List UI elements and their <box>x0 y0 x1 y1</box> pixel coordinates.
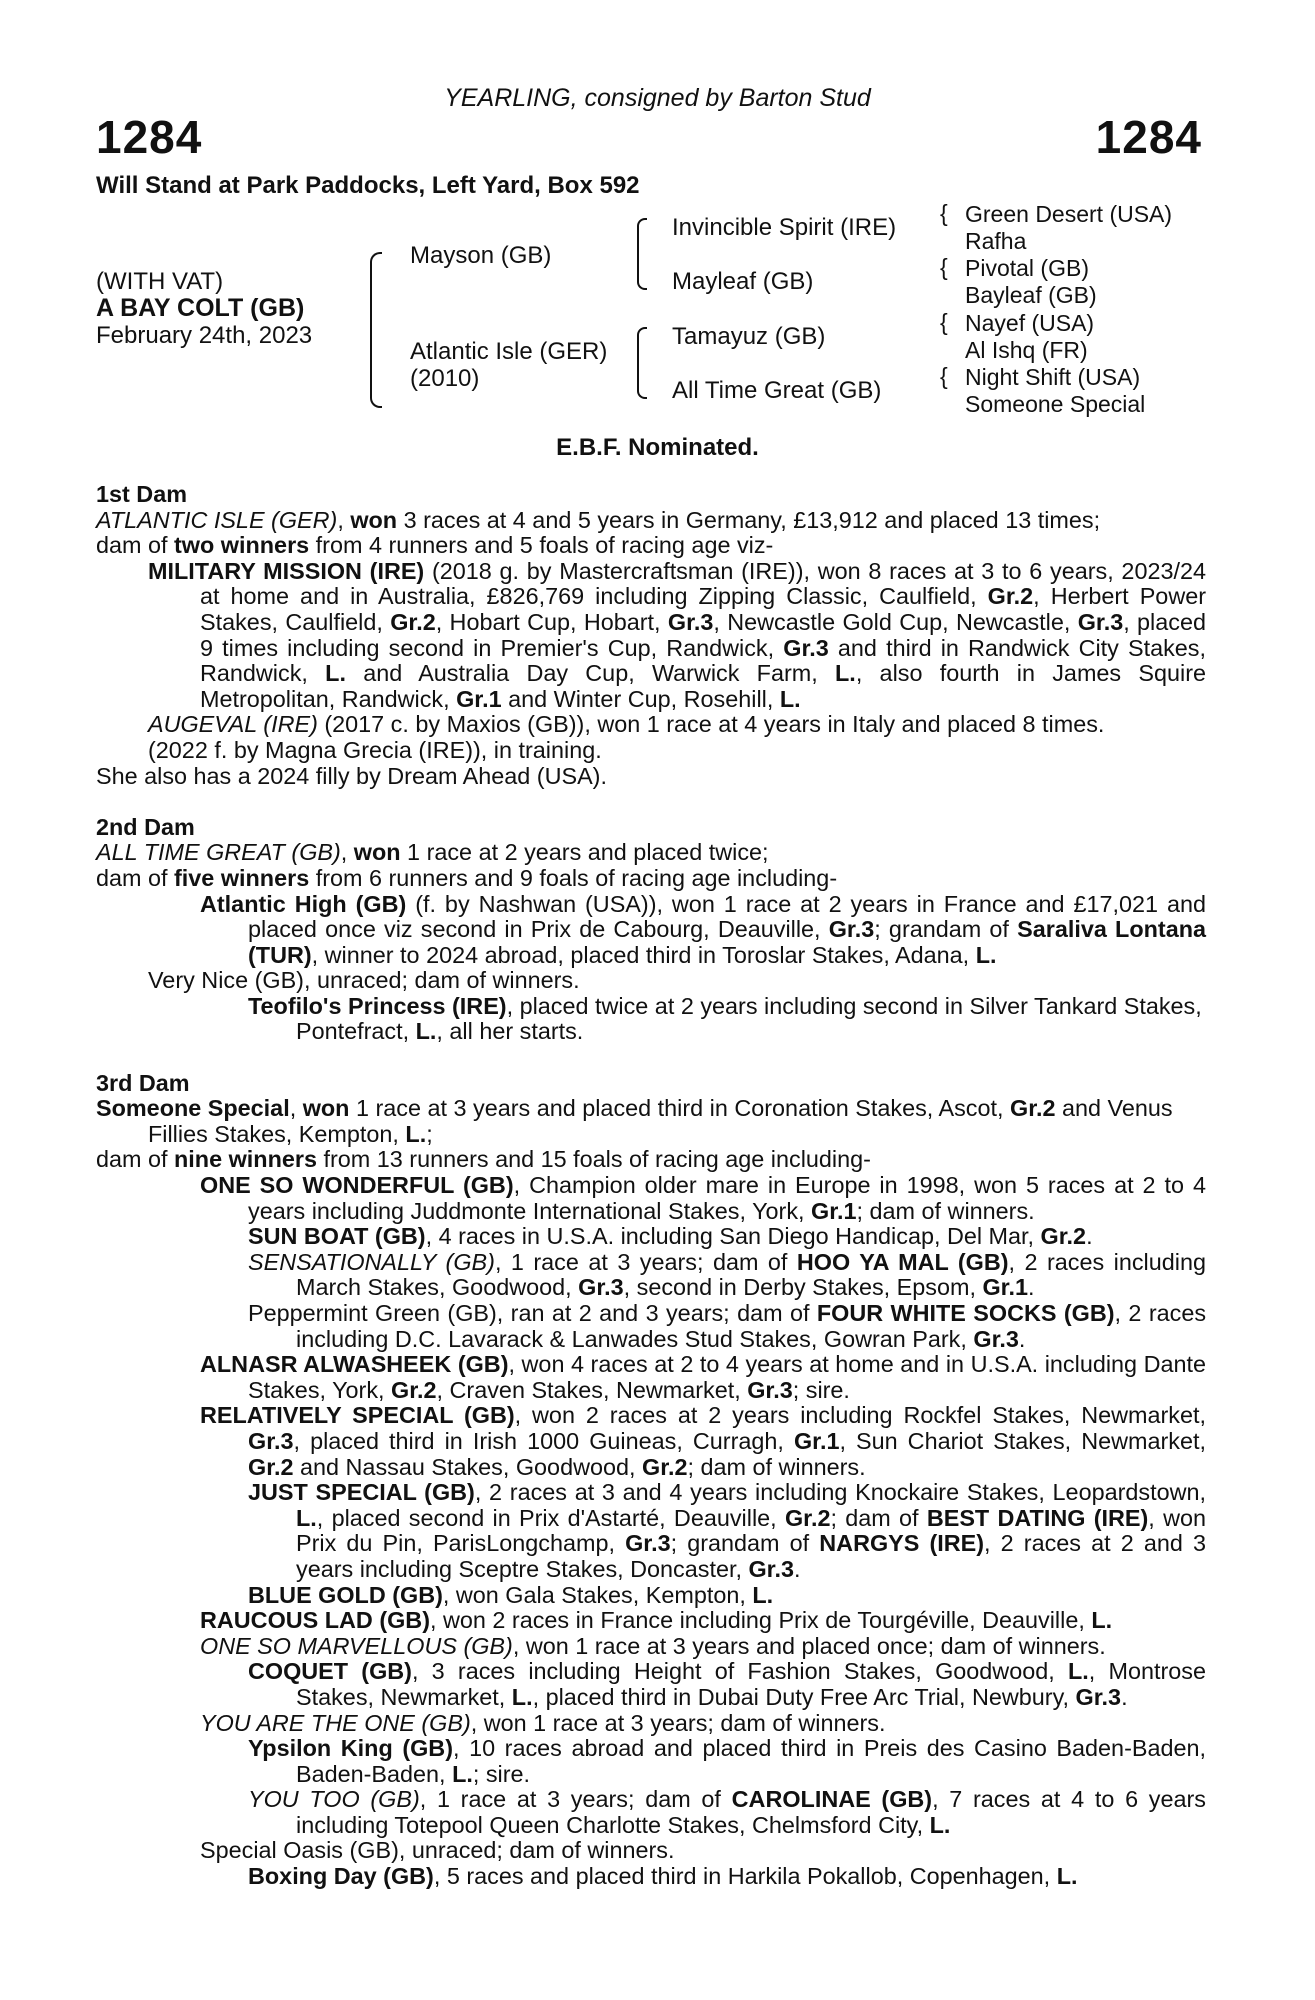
pedigree-dam-sire: Tamayuz (GB) <box>672 323 826 350</box>
pedigree-sd-sire: Pivotal (GB) <box>965 255 1089 281</box>
foaling-date: February 24th, 2023 <box>96 322 313 349</box>
produce-teofilos-princess: Teofilo's Princess (IRE), placed twice at 2 years including second in Silver Tankard Stakes, Pontefract, L., all her starts. <box>248 992 1202 1045</box>
lot-number-right: 1284 <box>1095 111 1202 163</box>
lot-number-left: 1284 <box>96 111 203 163</box>
consignment-heading: YEARLING, consigned by Barton Stud <box>444 84 871 112</box>
pedigree-ds-dam: Al Ishq (FR) <box>965 337 1088 363</box>
third-dam-produce-summary: dam of nine winners from 13 runners and 15 foals of racing age including- <box>96 1146 871 1173</box>
pedigree-dd-sire: Night Shift (USA) <box>965 364 1141 390</box>
pedigree-brace-gen3-4: { <box>940 363 948 389</box>
ebf-nominated: E.B.F. Nominated. <box>556 434 759 461</box>
produce-raucous-lad: RAUCOUS LAD (GB), won 2 races in France including Prix de Tourgéville, Deauville, L. <box>200 1607 1113 1634</box>
produce-you-too: YOU TOO (GB), 1 race at 3 years; dam of CAROLINAE (GB), 7 races at 4 to 6 years including Totepool Queen Charlotte Stakes, Chelmsford City, L. <box>248 1786 1206 1838</box>
pedigree-brace-dam <box>637 327 647 399</box>
produce-special-oasis: Special Oasis (GB), unraced; dam of winners. <box>200 1837 675 1864</box>
pedigree-brace-gen3-2: { <box>940 254 948 280</box>
pedigree-dd-dam: Someone Special <box>965 391 1146 417</box>
pedigree-dam-dam: All Time Great (GB) <box>672 377 882 404</box>
vat-note: (WITH VAT) <box>96 268 224 295</box>
section-3rd-dam: 3rd Dam <box>96 1069 190 1096</box>
produce-military-mission: MILITARY MISSION (IRE) (2018 g. by Mastercraftsman (IRE)), won 8 races at 3 to 6 years, 2023/24 at home and in Australia, £826,769 including Zipping Classic, Caulfield, Gr.2, Herbert Power Stakes, Caulfield, Gr.2, Hobart Cup, Hobart, Gr.3, Newcastle Gold Cup, Newcastle, Gr.3, placed 9 times including second in Premier's Cup, Randwick, Gr.3 and third in Randwick City Stakes, Randwick, L. and Australia Day Cup, Warwick Farm, L., also fourth in James Squire Metropolitan, Randwick, Gr.1 and Winter Cup, Rosehill, L. <box>148 557 1207 712</box>
produce-augeval: AUGEVAL (IRE) (2017 c. by Maxios (GB)), won 1 race at 4 years in Italy and placed 8 times. <box>148 711 1105 738</box>
pedigree-sire-dam: Mayleaf (GB) <box>672 268 814 295</box>
second-dam-produce-summary: dam of five winners from 6 runners and 9 foals of racing age including- <box>96 864 838 891</box>
section-2nd-dam: 2nd Dam <box>96 813 195 840</box>
first-dam-produce-summary: dam of two winners from 4 runners and 5 foals of racing age viz- <box>96 532 774 559</box>
second-dam-record: ALL TIME GREAT (GB), won 1 race at 2 years and placed twice; <box>96 839 769 866</box>
pedigree-ss-sire: Green Desert (USA) <box>965 201 1173 227</box>
dam-records <box>96 482 1206 1890</box>
section-1st-dam: 1st Dam <box>96 481 188 507</box>
produce-one-so-wonderful: ONE SO WONDERFUL (GB), Champion older mare in Europe in 1998, won 5 races at 2 to 4 years including Juddmonte International Stakes, York, Gr.1; dam of winners. <box>200 1172 1206 1224</box>
produce-sun-boat: SUN BOAT (GB), 4 races in U.S.A. including San Diego Handicap, Del Mar, Gr.2. <box>248 1223 1093 1250</box>
pedigree-brace-sire <box>637 218 647 290</box>
produce-sensationally: SENSATIONALLY (GB), 1 race at 3 years; dam of HOO YA MAL (GB), 2 races including March Stakes, Goodwood, Gr.3, second in Derby Stakes, Epsom, Gr.1. <box>248 1248 1206 1301</box>
produce-2022-filly: (2022 f. by Magna Grecia (IRE)), in training. <box>148 736 602 763</box>
produce-you-are-the-one: YOU ARE THE ONE (GB), won 1 race at 3 years; dam of winners. <box>200 1709 886 1736</box>
produce-relatively-special: RELATIVELY SPECIAL (GB), won 2 races at 2 years including Rockfel Stakes, Newmarket, Gr.3, placed third in Irish 1000 Guineas, Curragh, Gr.1, Sun Chariot Stakes, Newmarket, Gr.2 and Nassau Stakes, Goodwood, Gr.2; dam of winners. <box>200 1402 1206 1480</box>
pedigree-sire-sire: Invincible Spirit (IRE) <box>672 214 897 241</box>
produce-coquet: COQUET (GB), 3 races including Height of Fashion Stakes, Goodwood, L., Montrose Stakes, Newmarket, L., placed third in Dubai Duty Free Arc Trial, Newbury, Gr.3. <box>248 1658 1206 1710</box>
pedigree-dam-year: (2010) <box>410 365 480 392</box>
produce-blue-gold: BLUE GOLD (GB), won Gala Stakes, Kempton, L. <box>248 1581 774 1608</box>
third-dam-record: Someone Special, won 1 race at 3 years and placed third in Coronation Stakes, Ascot, Gr.2 and Venus Fillies Stakes, Kempton, L.; <box>96 1095 1173 1147</box>
produce-one-so-marvellous: ONE SO MARVELLOUS (GB), won 1 race at 3 years and placed once; dam of winners. <box>200 1632 1106 1659</box>
produce-just-special: JUST SPECIAL (GB), 2 races at 3 and 4 years including Knockaire Stakes, Leopardstown, L., placed second in Prix d'Astarté, Deauville, Gr.2; dam of BEST DATING (IRE), won Prix du Pin, ParisLongchamp, Gr.3; grandam of NARGYS (IRE), 2 races at 2 and 3 years including Sceptre Stakes, Doncaster, Gr.3. <box>248 1479 1206 1582</box>
produce-atlantic-high: Atlantic High (GB) (f. by Nashwan (USA)), won 1 race at 2 years in France and £17,021 and placed once viz second in Prix de Cabourg, Deauville, Gr.3; grandam of Saraliva Lontana (TUR), winner to 2024 abroad, placed third in Toroslar Stakes, Adana, L. <box>200 890 1207 968</box>
pedigree-brace-gen3-1: { <box>940 200 948 226</box>
stable-location: Will Stand at Park Paddocks, Left Yard, Box 592 <box>96 172 640 199</box>
produce-2024-filly: She also has a 2024 filly by Dream Ahead (USA). <box>96 762 607 789</box>
produce-alnasr-alwasheek: ALNASR ALWASHEEK (GB), won 4 races at 2 to 4 years at home and in U.S.A. including Dante Stakes, York, Gr.2, Craven Stakes, Newmarket, Gr.3; sire. <box>200 1351 1207 1403</box>
produce-peppermint-green: Peppermint Green (GB), ran at 2 and 3 years; dam of FOUR WHITE SOCKS (GB), 2 races including D.C. Lavarack & Lanwades Stud Stakes, Gowran Park, Gr.3. <box>248 1300 1207 1352</box>
pedigree-dam: Atlantic Isle (GER) <box>410 338 608 365</box>
horse-name: A BAY COLT (GB) <box>96 294 305 322</box>
pedigree-sire: Mayson (GB) <box>410 242 552 269</box>
pedigree-sd-dam: Bayleaf (GB) <box>965 282 1097 308</box>
produce-ypsilon-king: Ypsilon King (GB), 10 races abroad and placed third in Preis des Casino Baden-Baden, Baden-Baden, L.; sire. <box>248 1735 1206 1787</box>
pedigree-ss-dam: Rafha <box>965 228 1027 254</box>
pedigree-brace-gen3-3: { <box>940 309 948 335</box>
pedigree-ds-sire: Nayef (USA) <box>965 310 1095 336</box>
first-dam-record: ATLANTIC ISLE (GER), won 3 races at 4 and 5 years in Germany, £13,912 and placed 13 times; <box>96 506 1101 533</box>
pedigree-brace-gen1 <box>370 252 382 408</box>
produce-boxing-day: Boxing Day (GB), 5 races and placed third in Harkila Pokallob, Copenhagen, L. <box>248 1863 1078 1890</box>
produce-very-nice: Very Nice (GB), unraced; dam of winners. <box>148 967 580 994</box>
